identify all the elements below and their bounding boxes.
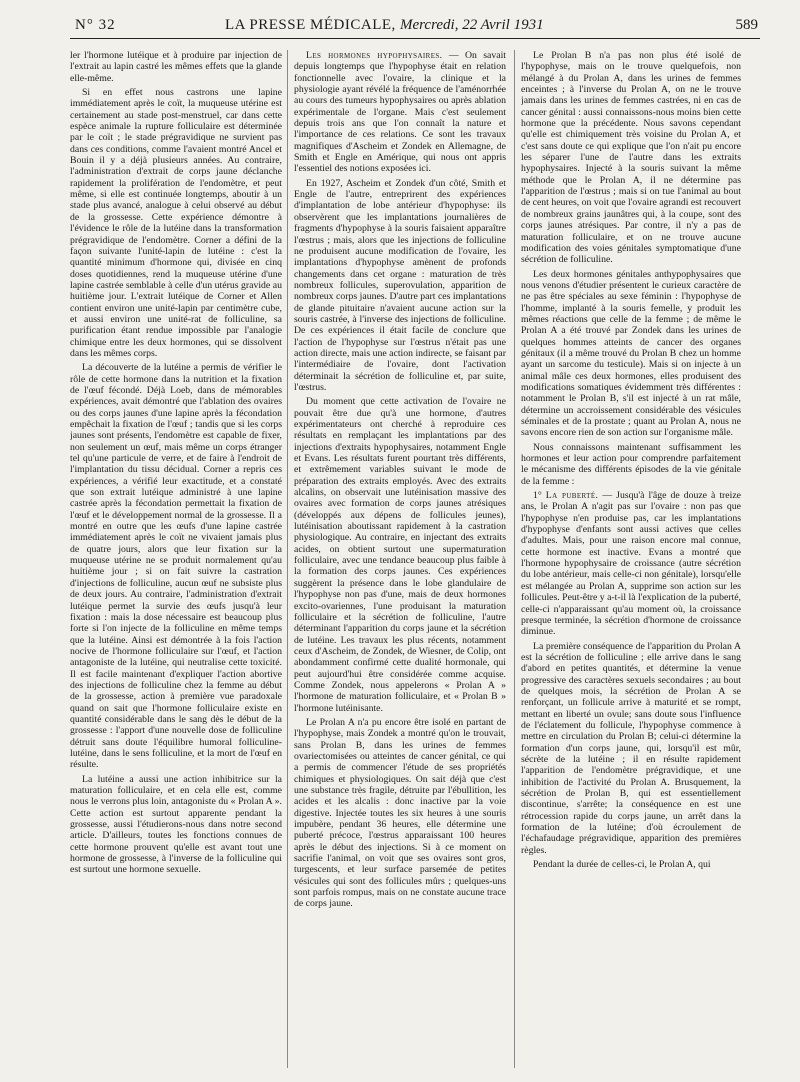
paragraph-text: — On savait depuis longtemps que l'hypophyse était en relation fonctionnelle avec l'ovaire, la clinique et la physiologie ayant révélé la fréquence de l'aménorrhée au cours des tumeurs hypophysaires ou après ablation expérimentale de l'organe. Mais c'est seulement depuis trois ans que l'on connaît la nature et l'importance de ces relations. Ce sont les travaux magnifiques d'Ascheim et Zondek en Allemagne, de Smith et Engle en Amérique, qui nous ont appris l'essentiel des notions exposées ici. [294,50,506,175]
column-divider [287,50,288,1068]
paragraph: ler l'hormone lutéique et à produire par injection de l'extrait au lapin castré les mêmes effets que la glande elle-même. [70,50,282,84]
paragraph-text: — Jusqu'à l'âge de douze à treize ans, le Prolan A n'agit pas sur l'ovaire : non pas que l'hypophyse n'en produise pas, car les implantations d'hypophyse d'enfants sont aussi actives que celles d'adultes. Mais, pour une raison encore mal connue, cette hormone est inactive. Evans a montré que l'hormone hypophysaire de croissance (autre sécrétion du lobe antérieur, mais celle-ci non génitale), lorsqu'elle est mélangée au Prolan A, supprime son action sur les follicules. Peut-être y a-t-il là l'explication de la puberté, celle-ci n'apparaissant qu'au moment où, la croissance presque terminée, la sécrétion d'hormone de croissance diminue. [521,490,741,638]
issue-date: Mercredi, 22 Avril 1931 [400,17,544,33]
text-column-1 [70,50,282,1070]
section-paragraph [521,490,741,637]
issue-number: N° 32 [75,17,116,33]
section-heading: La puberté. [545,490,599,502]
paragraph: La première conséquence de l'apparition du Prolan A est la sécrétion de folliculine ; elle arrive dans le sang d'abord en petites quantités, et détermine la venue progressive des caractères sexuels secondaires ; au bout de quelques mois, la sécrétion de Prolan A se renforçant, un follicule arrive à maturité et se rompt, mettant en liberté un ovule; sans doute sous l'influence de l'éclatement du follicule, l'hypophyse commence à mettre en circulation du Prolan B; celui-ci détermine la formation d'un corps jaune, qui, lorsqu'il est mûr, sécrète de la lutéine ; il en résulte rapidement l'apparition de l'endomètre prégravidique, et une inhibition de l'activité du Prolan A. Brusquement, la sécrétion de Prolan B, qui est essentiellement discontinue, s'arrête; la conséquence en est une rétrocession rapide du corps jaune, un arrêt dans la formation de la lutéine; d'où écroulement de l'échafaudage prégravidique, apparition des premières règles. [521,640,741,856]
paragraph: Le Prolan B n'a pas non plus été isolé de l'hypophyse, mais on le trouve quelquefois, non mélangé à du Prolan A, dans les urines de femmes enceintes ; à l'inverse du Prolan A, on ne le trouve jamais dans les urines de femmes castrées, ni en cas de cancer génital : aussi connaissons-nous moins bien cette hormone que la précédente. Nous savons cependant qu'elle est chimiquement très voisine du Prolan A, et c'est sans doute ce qui explique que l'on n'ait pu encore les séparer l'une de l'autre dans les extraits hypophysaires. Injecté à la souris suivant la même méthode que le Prolan A, il ne détermine pas l'apparition de l'œstrus ; mais si on tue l'animal au bout de cent heures, on voit que l'ovaire agrandi est recouvert de nombreux grains jaunâtres qui, à la coupe, sont des corps jaunes atrésiques. Par contre, il n'y a pas de maturation folliculaire, et on ne trouve aucune modification des voies génitales symptomatique d'une sécrétion de folliculine. [521,50,741,266]
paragraph: Nous connaissons maintenant suffisamment les hormones et leur action pour comprendre parfaitement le mécanisme des différents épisodes de la vie génitale de la femme : [521,441,741,487]
section-heading: Les hormones hypophysaires. [306,50,443,61]
journal-title: LA PRESSE MÉDICALE, [225,17,396,33]
paragraph: Les deux hormones génitales anthypophysaires que nous venons d'étudier présentent le curieux caractère de ne pas être spéciales au sexe féminin : l'hypophyse de l'homme, implanté à la souris femelle, y produit les mêmes réactions que celle de la femme ; de même le Prolan A a été trouvé par Zondek dans les urines de quelques hommes atteints de cancer des organes génitaux (il a même trouvé du Prolan B chez un homme ayant un sarcome du testicule). Mais si on injecte à un animal mâle ces deux hormones, elles produisent des modifications somatiques évidemment très différentes : notamment le Prolan B, s'il est injecté à un rat mâle, détermine un accroissement considérable des vésicules séminales et de la prostate ; quant au Prolan A, nous ne savons encore rien de son action sur l'organisme mâle. [521,268,741,439]
paragraph: Du moment que cette activation de l'ovaire ne pouvait être due qu'à une hormone, d'autres expérimentateurs ont cherché à reproduire ces résultats en remplaçant les implantations par des injections d'extraits hypophysaires, notamment Engle et Evans. Les résultats furent pourtant très différents, et extrêmement variables suivant le mode de préparation des extraits employés. Avec des extraits alcalins, on observait une lutéinisation massive des ovaires avec formation de corps jaunes atrésiques (développés aux dépens de follicules jeunes), lutéinisation aboutissant rapidement à la castration physiologique. Au contraire, en injectant des extraits acides, on obtient surtout une supermaturation folliculaire, avec une tendance beaucoup plus faible à la formation des corps jaunes. Ces expériences suggèrent la présence dans le lobe glandulaire de l'hypophyse non pas d'une, mais de deux hormones excito-ovariennes, l'une produisant la maturation folliculaire et la sécrétion de folliculine, l'autre déterminant l'apparition du corps jaune et la sécrétion de lutéine. Les travaux les plus récents, notamment ceux d'Ascheim, de Zondek, de Wiesner, de Colip, ont abondamment confirmé cette dualité hormonale, qui peut aujourd'hui être considérée comme acquise. Comme Zondek, nous appelerons « Prolan A » l'hormone de maturation folliculaire, et « Prolan B » l'hormone lutéinisante. [294,396,506,714]
paragraph: La découverte de la lutéine a permis de vérifier le rôle de cette hormone dans la nutrition et la fixation de l'œuf fécondé. Déjà Loeb, dans de mémorables expériences, avait démontré que l'ablation des ovaires ou des corps jaunes d'une lapine après la fécondation empêchait la fixation de l'œuf ; tandis que si les corps jaunes sont présents, l'endomètre est capable de fixer, non seulement un œuf, mais même un corps étranger tel qu'une particule de verre, et de faire à l'endroit de l'implantation du tissu décidual. Corner a repris ces expériences, a vérifié leur exactitude, et a constaté que son extrait lutéique administré à une lapine castrée après la fécondation permettait la fixation de l'œuf et le développement normal de la grossesse. Il a montré en outre que les œufs d'une lapine castrée immédiatement après le coït ne vivaient jamais plus de quatre jours, alors que leur fixation sur la muqueuse utérine ne se produit normalement qu'au huitième jour ; si on fait suivre la castration d'injections de folliculine, aucun œuf ne subsiste plus de deux jours. Au contraire, l'administration d'extrait lutéique permet la survie des œufs jusqu'à leur fixation : mais la dose nécessaire est beaucoup plus forte si l'on injecte de la folliculine en même temps que la lutéine. Ainsi est démontrée à la fois l'action nocive de l'hormone folliculaire sur l'œuf, et l'action antagoniste de la lutéine, qui neutralise cette toxicité. Il est facile maintenant d'expliquer l'action abortive des injections de folliculine chez la femme au début de la grossesse, action à première vue paradoxale quand on sait que l'hormone folliculaire existe en quantité considérable dans le sang dès le début de la grossesse : l'apport d'une nouvelle dose de folliculine détruit sans doute l'équilibre humoral folliculine-lutéine, dans le sens folliculine, et la mort de l'œuf en résulte. [70,362,282,771]
paragraph: Si en effet nous castrons une lapine immédiatement après le coït, la muqueuse utérine est certainement au stade post-menstruel, car dans cette espèce animale la rupture folliculaire est déterminée par le coït ; le stade prégravidique ne survient pas dans ces conditions, comme l'avaient montré Ancel et Bouin il y a déjà plusieurs années. Au contraire, l'administration d'extrait de corps jaune déclanche rapidement la prolifération de l'endomètre, et peut même, si elle est continuée longtemps, aboutir à un stade plus avancé, analogue à celui observé au début de la grossesse. Cette expérience démontre à l'évidence le rôle de la lutéine dans la transformation prégravidique de l'endomètre. Corner a défini de la façon suivante l'unité-lapin de lutéine : c'est la quantité minimum d'hormone qui, divisée en cinq doses quotidiennes, rend la muqueuse utérine d'une lapine castrée semblable à celle d'un utérus gravide au huitième jour. L'extrait lutéique de Corner et Allen contient environ une unité-lapin par centimètre cube, et aussi environ une unité-rat de folliculine, sa purification étant rendue impossible par l'analogie chimique entre les deux hormones, qui se dissolvent dans les mêmes corps. [70,87,282,359]
page-header [70,8,760,39]
paragraph: Pendant la durée de celles-ci, le Prolan A, qui [533,859,711,871]
paragraph: En 1927, Ascheim et Zondek d'un côté, Smith et Engle de l'autre, entreprirent des expériences d'implantation de lobe antérieur d'hypophyse: ils observèrent que les implantations journalières de fragments d'hypophyse à la souris faisaient apparaître l'œstrus ; mais, alors que les injections de folliculine ne produisent aucune modification de l'ovaire, les implantations d'hypophyse amènent de profonds changements dans cet organe : maturation de très nombreux follicules, superovulation, apparition de nombreux corps jaunes. D'autre part ces implantations de glande pituitaire n'avaient aucune action sur la souris castrée, à l'inverse des injections de folliculine. De ces expériences il était facile de conclure que l'action de l'hypophyse sur l'œstrus n'était pas une action directe, mais une action indirecte, se faisant par l'intermédiaire de l'ovaire, dont l'activation déterminait la sécrétion de folliculine et, par suite, l'œstrus. [294,177,506,393]
paragraph: La lutéine a aussi une action inhibitrice sur la maturation folliculaire, et en cela elle est, comme nous le verrons plus loin, antagoniste du « Prolan A ». Cette action est surtout apparente pendant la grossesse, aussi l'étudierons-nous dans notre second article. D'ailleurs, toutes les fonctions connues de cette hormone prouvent qu'elle est avant tout une hormone de grossesse, à l'inverse de la folliculine qui est surtout une hormone sexuelle. [70,773,282,876]
section-paragraph [294,50,506,175]
page-number: 589 [735,17,758,33]
paragraph: Le Prolan A n'a pu encore être isolé en partant de l'hypophyse, mais Zondek a montré qu'on le trouvait, sans Prolan B, dans les urines de femmes ovariectomisées ou atteintes de cancer génital, ce qui a permis de commencer l'étude de ses propriétés chimiques et physiologiques. On sait déjà que c'est une substance très fragile, détruite par l'ébullition, les acides et les alcalis : donc inactive par la voie digestive. Injectée toutes les six heures à une souris impubère, pendant 36 heures, elle détermine une puberté précoce, l'œstrus apparaissant 100 heures après le début des injections. Si à ce moment on sacrifie l'animal, on voit que ses ovaires sont gros, turgescents, et leur surface parsemée de petites vésicules qui sont des follicules mûrs ; quelques-uns sont parfois rompus, mais on ne constate aucune trace de corps jaune. [294,716,506,910]
list-number: 1° [533,490,546,502]
text-column-3 [521,50,741,1070]
text-column-2 [294,50,506,1070]
column-divider [514,50,515,1068]
